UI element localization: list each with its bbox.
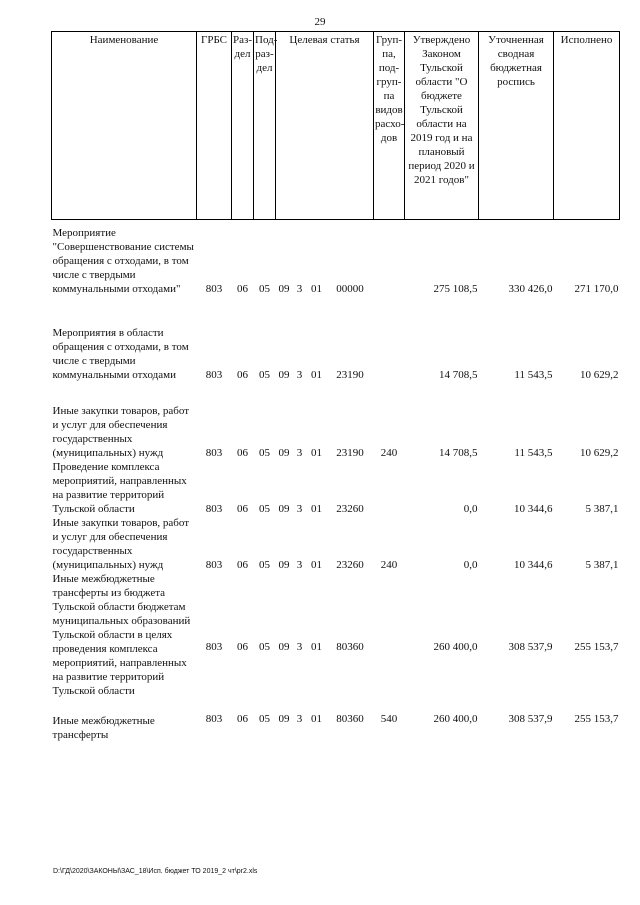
row-target-2: 3 [296,559,303,571]
file-path-footer: D:\ГД\2020\ЗАКОНЫ\ЗАС_18\Исп. бюджет ТО 2019_2 чт\pr2.xls [53,868,258,875]
header-grbs: ГРБС [197,32,232,220]
row-name: Иные межбюджетные трансферты из бюджета Тульской области бюджетам муниципальных образований Тульской области в целях проведения комплекса мероприятий, направленных на развитие территорий Тульской области [52,573,191,697]
row-target-2: 3 [296,283,303,295]
row-group [374,226,405,296]
header-refined: Уточненная сводная бюджетная роспись [479,32,554,220]
row-target-1: 09 [278,369,290,381]
row-target-1: 09 [278,503,290,515]
row-target-4: 23260 [336,503,364,515]
row-target-3: 01 [311,641,322,653]
row-podrazdel: 05 [259,641,270,653]
row-refined: 308 537,9 [508,713,553,725]
row-group [374,460,405,516]
row-target-2: 3 [296,713,303,725]
row-refined: 11 543,5 [514,369,553,381]
row-target-1: 09 [278,447,290,459]
header-executed: Исполнено [554,32,620,220]
row-name: Иные закупки товаров, работ и услуг для обеспечения государственных (муниципальных) нужд [52,517,190,571]
row-razdel: 06 [237,713,248,725]
row-group: 540 [380,713,398,725]
row-target-1: 09 [278,641,290,653]
row-target-3: 01 [311,369,322,381]
row-name: Мероприятие "Совершенствование системы обращения с отходами, в том числе с твердыми коммунальными отходами" [52,227,194,295]
page-number: 29 [314,16,326,28]
header-approved: Утверждено Законом Тульской области "О бюджете Тульской области на 2019 год и на плановый период 2020 и 2021 годов" [405,32,479,220]
row-executed: 5 387,1 [585,503,619,515]
row-grbs: 803 [205,447,223,459]
budget-table [51,31,620,742]
row-approved: 14 708,5 [439,447,478,459]
row-target-4: 80360 [336,641,364,653]
table-row [52,460,620,516]
row-approved: 0,0 [463,503,478,515]
row-name: Мероприятия в области обращения с отходами, в том числе с твердыми коммунальными отходами [52,327,189,381]
row-target-4: 23190 [336,447,364,459]
row-refined: 10 344,6 [514,559,553,571]
row-refined: 10 344,6 [514,503,553,515]
row-refined: 11 543,5 [514,447,553,459]
row-approved: 275 108,5 [433,283,478,295]
row-executed: 10 629,2 [580,369,619,381]
row-name: Иные межбюджетные трансферты [52,715,155,741]
row-razdel: 06 [237,559,248,571]
row-group [374,326,405,382]
row-target-1: 09 [278,283,290,295]
row-podrazdel: 05 [259,283,270,295]
table-row [52,712,620,742]
table-header-row [52,32,620,220]
row-podrazdel: 05 [259,559,270,571]
row-razdel: 06 [237,283,248,295]
row-refined: 308 537,9 [508,641,553,653]
row-refined: 330 426,0 [508,283,553,295]
row-name: Проведение комплекса мероприятий, направленных на развитие территорий Тульской области [52,461,187,515]
header-expense-group: Груп-па, под-груп-па видов расхо-дов [374,32,405,220]
row-grbs: 803 [205,503,223,515]
header-podrazdel: Под-раз-дел [254,32,276,220]
row-target-3: 01 [311,503,322,515]
row-grbs: 803 [205,559,223,571]
row-grbs: 803 [205,283,223,295]
row-podrazdel: 05 [259,447,270,459]
header-razdel: Раз-дел [232,32,254,220]
table-row [52,226,620,296]
header-target-article: Целевая статья [276,32,374,220]
row-podrazdel: 05 [259,369,270,381]
row-target-2: 3 [296,641,303,653]
row-group [374,572,405,712]
row-razdel: 06 [237,369,248,381]
table-row [52,516,620,572]
table-row [52,572,620,712]
row-grbs: 803 [205,641,223,653]
row-executed: 271 170,0 [574,283,619,295]
row-executed: 255 153,7 [574,641,619,653]
row-grbs: 803 [205,713,223,725]
row-executed: 10 629,2 [580,447,619,459]
row-approved: 14 708,5 [439,369,478,381]
row-approved: 0,0 [463,559,478,571]
row-target-4: 80360 [336,713,364,725]
row-name: Иные закупки товаров, работ и услуг для обеспечения государственных (муниципальных) нужд [52,405,190,459]
row-approved: 260 400,0 [433,641,478,653]
row-razdel: 06 [237,503,248,515]
row-executed: 5 387,1 [585,559,619,571]
row-target-4: 23190 [336,369,364,381]
row-executed: 255 153,7 [574,713,619,725]
row-podrazdel: 05 [259,503,270,515]
row-group: 240 [380,559,398,571]
row-grbs: 803 [205,369,223,381]
row-group: 240 [380,447,398,459]
table-row [52,326,620,382]
row-razdel: 06 [237,641,248,653]
row-approved: 260 400,0 [433,713,478,725]
row-target-2: 3 [296,503,303,515]
row-target-2: 3 [296,369,303,381]
row-target-3: 01 [311,713,322,725]
row-target-3: 01 [311,447,322,459]
row-target-3: 01 [311,283,322,295]
row-target-3: 01 [311,559,322,571]
row-podrazdel: 05 [259,713,270,725]
row-target-2: 3 [296,447,303,459]
row-razdel: 06 [237,447,248,459]
table-row [52,404,620,460]
row-target-1: 09 [278,713,290,725]
row-target-4: 00000 [336,283,364,295]
row-target-1: 09 [278,559,290,571]
header-name: Наименование [52,32,197,220]
row-target-4: 23260 [336,559,364,571]
